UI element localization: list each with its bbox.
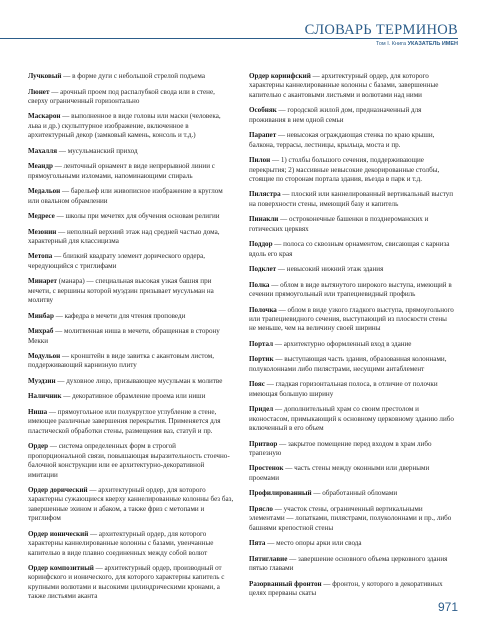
entry-definition: — ленточный орнамент в виде непрерывной линии с прямоугольными изломами, напоминающими спираль <box>28 162 215 180</box>
entry-definition: — завершение основного объема церковного здания пятью главами <box>249 554 448 573</box>
entry-definition: — невысокая ограждающая стенка по краю крыши, балкона, террасы, лестницы, крыльца, моста и пр. <box>249 131 435 149</box>
glossary-entry <box>28 112 234 140</box>
entry-term: Полочка <box>249 305 277 314</box>
entry-definition: (манара) — специальная высокая узкая башня при мечети, с вершины которой муэдзин призывает мусульман на молитву <box>28 277 214 305</box>
entry-term: Особняк <box>249 106 277 115</box>
glossary-entry <box>249 555 455 574</box>
glossary-entry <box>28 392 234 401</box>
entry-term: Притвор <box>249 439 278 448</box>
entry-definition: — невысокий нижний этаж здания <box>276 265 384 274</box>
entry-term: Профилированный <box>249 489 312 498</box>
entry-term: Простенок <box>249 464 284 473</box>
entry-definition: — арочный проем под распалубкой свода или в стене, сверху ограниченный горизонтально <box>28 87 215 105</box>
entry-term: Ниша <box>28 407 48 416</box>
glossary-entry <box>28 327 234 346</box>
entry-term: Пята <box>249 539 266 548</box>
entry-term: Медальон <box>28 187 61 196</box>
entry-term: Люнет <box>28 87 50 96</box>
entry-term: Маскарон <box>28 112 61 121</box>
glossary-entry <box>249 240 455 259</box>
entry-term: Пояс <box>249 380 265 389</box>
entry-definition: — выступающая часть здания, образованная колоннами, полуколоннами либо пилястрами, несущими антаблемент <box>249 355 447 373</box>
right-column <box>249 72 455 604</box>
entry-term: Меандр <box>28 162 53 171</box>
entry-term: Подклет <box>249 265 277 274</box>
glossary-entry <box>28 277 234 305</box>
glossary-entry <box>28 147 234 156</box>
entry-definition: — обработанный обломами <box>311 489 398 498</box>
entry-term: Придел <box>249 405 274 414</box>
entry-definition: — закрытое помещение перед входом в храм либо трапезную <box>249 439 432 457</box>
entry-term: Пятиглавие <box>249 554 288 563</box>
entry-term: Полка <box>249 280 270 289</box>
glossary-entry <box>249 190 455 209</box>
entry-definition: — молитвенная ниша в мечети, обращенная в сторону Мекки <box>28 327 220 345</box>
glossary-entry <box>28 408 234 436</box>
entry-term: Пилон <box>249 156 271 165</box>
subtitle-bold: УКАЗАТЕЛЬ ИМЕН <box>407 41 458 47</box>
entry-term: Метопа <box>28 252 53 261</box>
entry-definition: — часть стены между оконными или дверными проемами <box>249 464 430 482</box>
glossary-entry <box>28 442 234 480</box>
entry-term: Мезонин <box>28 227 57 236</box>
entry-term: Ордер ионический <box>28 529 89 538</box>
entry-term: Прясло <box>249 504 273 513</box>
entry-definition: — кронштейн в виде завитка с акантовым листом, поддерживающий карнизную плиту <box>28 352 215 370</box>
entry-term: Пилястра <box>249 190 281 199</box>
entry-term: Медресе <box>28 212 55 221</box>
glossary-entry <box>249 539 455 548</box>
entry-term: Портик <box>249 355 274 364</box>
entry-definition: — выполненное в виде головы или маски (человека, льва и др.) скульптурное изображение, включенное в архитектурный декор (замковый камень, консоль и т.д.) <box>28 112 221 140</box>
glossary-entry <box>28 252 234 271</box>
section-title: СЛОВАРЬ ТЕРМИНОВ <box>304 22 458 38</box>
glossary-entry <box>249 464 455 483</box>
entry-definition: — кафедра в мечети для чтения проповеди <box>53 311 186 320</box>
glossary-entry <box>249 580 455 599</box>
entry-definition: — гладкая горизонтальная полоса, в отличие от полочки имеющая большую ширину <box>249 380 438 398</box>
glossary-entry <box>249 215 455 234</box>
entry-term: Муэдзин <box>28 376 56 385</box>
entry-definition: — участок стены, ограниченный вертикальными элементами — лопатками, пилястрами, полуколоннами и пр., либо башнями крепостной стены <box>249 504 452 532</box>
left-column <box>28 72 234 608</box>
entry-definition: — архитектурный ордер, для которого характерны каннелированные колонны с базами, увенчанные капителью в виде плавно соединенных между собой волют <box>28 529 214 557</box>
glossary-entry <box>249 281 455 300</box>
entry-definition: — архитектурно оформленный вход в здание <box>273 339 412 348</box>
entry-definition: — неполный верхний этаж над средней частью дома, характерный для классицизма <box>28 227 220 245</box>
glossary-entry <box>249 106 455 125</box>
entry-term: Ордер <box>28 442 49 451</box>
glossary-entry <box>28 530 234 558</box>
entry-term: Махалля <box>28 146 58 155</box>
entry-term: Портал <box>249 339 274 348</box>
glossary-entry <box>249 72 455 100</box>
entry-definition: — полоса со сквозным орнаментом, свисающая с карниза вдоль его края <box>249 240 450 258</box>
entry-definition: — облом в виде узкого гладкого выступа, прямоугольного или трапециевидного сечения, выступающий из плоскости стены не меньше, чем на величину своей ширины <box>249 305 454 333</box>
entry-definition: — духовное лицо, призывающее мусульман к молитве <box>55 376 223 385</box>
glossary-entry <box>249 355 455 374</box>
entry-term: Лучковый <box>28 72 62 80</box>
glossary-entry <box>249 440 455 459</box>
entry-definition: — 1) столбы большого сечения, поддерживающие перекрытия; 2) массивные невысокие декорированные столбы, стоящие по сторонам портала здания, въезда в парк и т.д. <box>249 156 440 183</box>
entry-definition: — плоский или каннелированный вертикальный выступ на поверхности стены, имеющий базу и капитель <box>249 190 454 208</box>
glossary-entry <box>28 187 234 206</box>
entry-definition: — в форме дуги с небольшой стрелой подъема <box>61 72 206 80</box>
glossary-entry <box>28 352 234 371</box>
glossary-entry <box>249 489 455 498</box>
entry-definition: — прямоугольное или полукруглое углубление в стене, имеющее различные завершения перекрытия. Применяется для пластической обработки стены, размещения ваз, статуй и пр. <box>28 407 221 435</box>
entry-term: Минбар <box>28 311 54 320</box>
glossary-entry <box>249 156 455 184</box>
entry-term: Пинакли <box>249 215 279 224</box>
entry-term: Наличник <box>28 392 62 401</box>
entry-term: Ордер коринфский <box>249 72 311 80</box>
glossary-entry <box>249 265 455 274</box>
entry-definition: — фронтон, у которого в декоративных целях прерваны скаты <box>249 579 443 597</box>
glossary-entry <box>28 377 234 386</box>
glossary-entry <box>249 380 455 399</box>
entry-definition: — близкий квадрату элемент дорического ордера, чередующийся с триглифами <box>28 252 206 270</box>
glossary-entry <box>249 505 455 533</box>
entry-term: Парапет <box>249 131 277 140</box>
entry-definition: — архитектурный ордер, для которого характерны сужающиеся кверху каннелированные колонны без баз, завершенные эхином и абаком, а также фриз с метопами и триглифом <box>28 486 234 523</box>
glossary-entry <box>28 486 234 524</box>
subtitle-prefix: Том I. Книга <box>375 41 407 47</box>
entry-definition: — городской жилой дом, предназначенный для проживания в нем одной семьи <box>249 106 422 124</box>
glossary-entry <box>249 131 455 150</box>
entry-definition: — школы при мечетях для обучения основам религии <box>54 212 220 221</box>
entry-definition: — мусульманский приход <box>57 146 138 155</box>
section-subtitle <box>376 41 458 47</box>
entry-definition: — система определенных форм в строгой пропорциональной связи, повышающая выразительность стоечно-балочной конструкции или ее архитектурно-декоративной имитации <box>28 442 230 479</box>
entry-term: Разорванный фронтон <box>249 579 322 588</box>
entry-term: Михраб <box>28 327 54 336</box>
page-number: 971 <box>437 600 458 614</box>
entry-term: Модульон <box>28 352 61 361</box>
glossary-entry <box>28 88 234 107</box>
entry-term: Минарет <box>28 277 57 286</box>
glossary-entry <box>28 312 234 321</box>
entry-definition: — дополнительный храм со своим престолом и иконостасом, примыкающий к основному церковному зданию либо включенный в его объем <box>249 405 454 432</box>
glossary-entry <box>28 72 234 81</box>
glossary-entry <box>249 306 455 334</box>
entry-definition: — декоративное обрамление проема или ниши <box>61 392 206 401</box>
entry-term: Ордер композитный <box>28 564 94 573</box>
glossary-entry <box>28 212 234 221</box>
glossary-entry <box>28 564 234 602</box>
entry-definition: — остроконечные башенки в позднероманских и готических церквях <box>249 215 429 233</box>
entry-definition: — барельеф или живописное изображение в круглом или овальном обрамлении <box>28 187 223 205</box>
glossary-entry <box>249 340 455 349</box>
entry-term: Ордер дорический <box>28 486 88 494</box>
entry-definition: — архитектурный ордер, для которого характерны каннелированные колонны с базами, завершенные капителью с акантовыми листьями и волютами над ними <box>249 72 439 99</box>
header-rule <box>0 38 458 39</box>
entry-definition: — архитектурный ордер, производный от коринфского и ионического, для которого характерны капитель с крупными волютами и высокими цилиндрическими кронами, а также листьями аканта <box>28 564 225 601</box>
glossary-entry <box>249 405 455 433</box>
glossary-entry <box>28 228 234 247</box>
entry-term: Поддор <box>249 240 273 249</box>
entry-definition: — место опоры арки или свода <box>265 539 362 548</box>
entry-definition: — облом в виде вытянутого широкого выступа, имеющий в сечении прямоугольный или трапециевидный профиль <box>249 280 452 299</box>
running-header <box>0 0 485 48</box>
glossary-entry <box>28 162 234 181</box>
